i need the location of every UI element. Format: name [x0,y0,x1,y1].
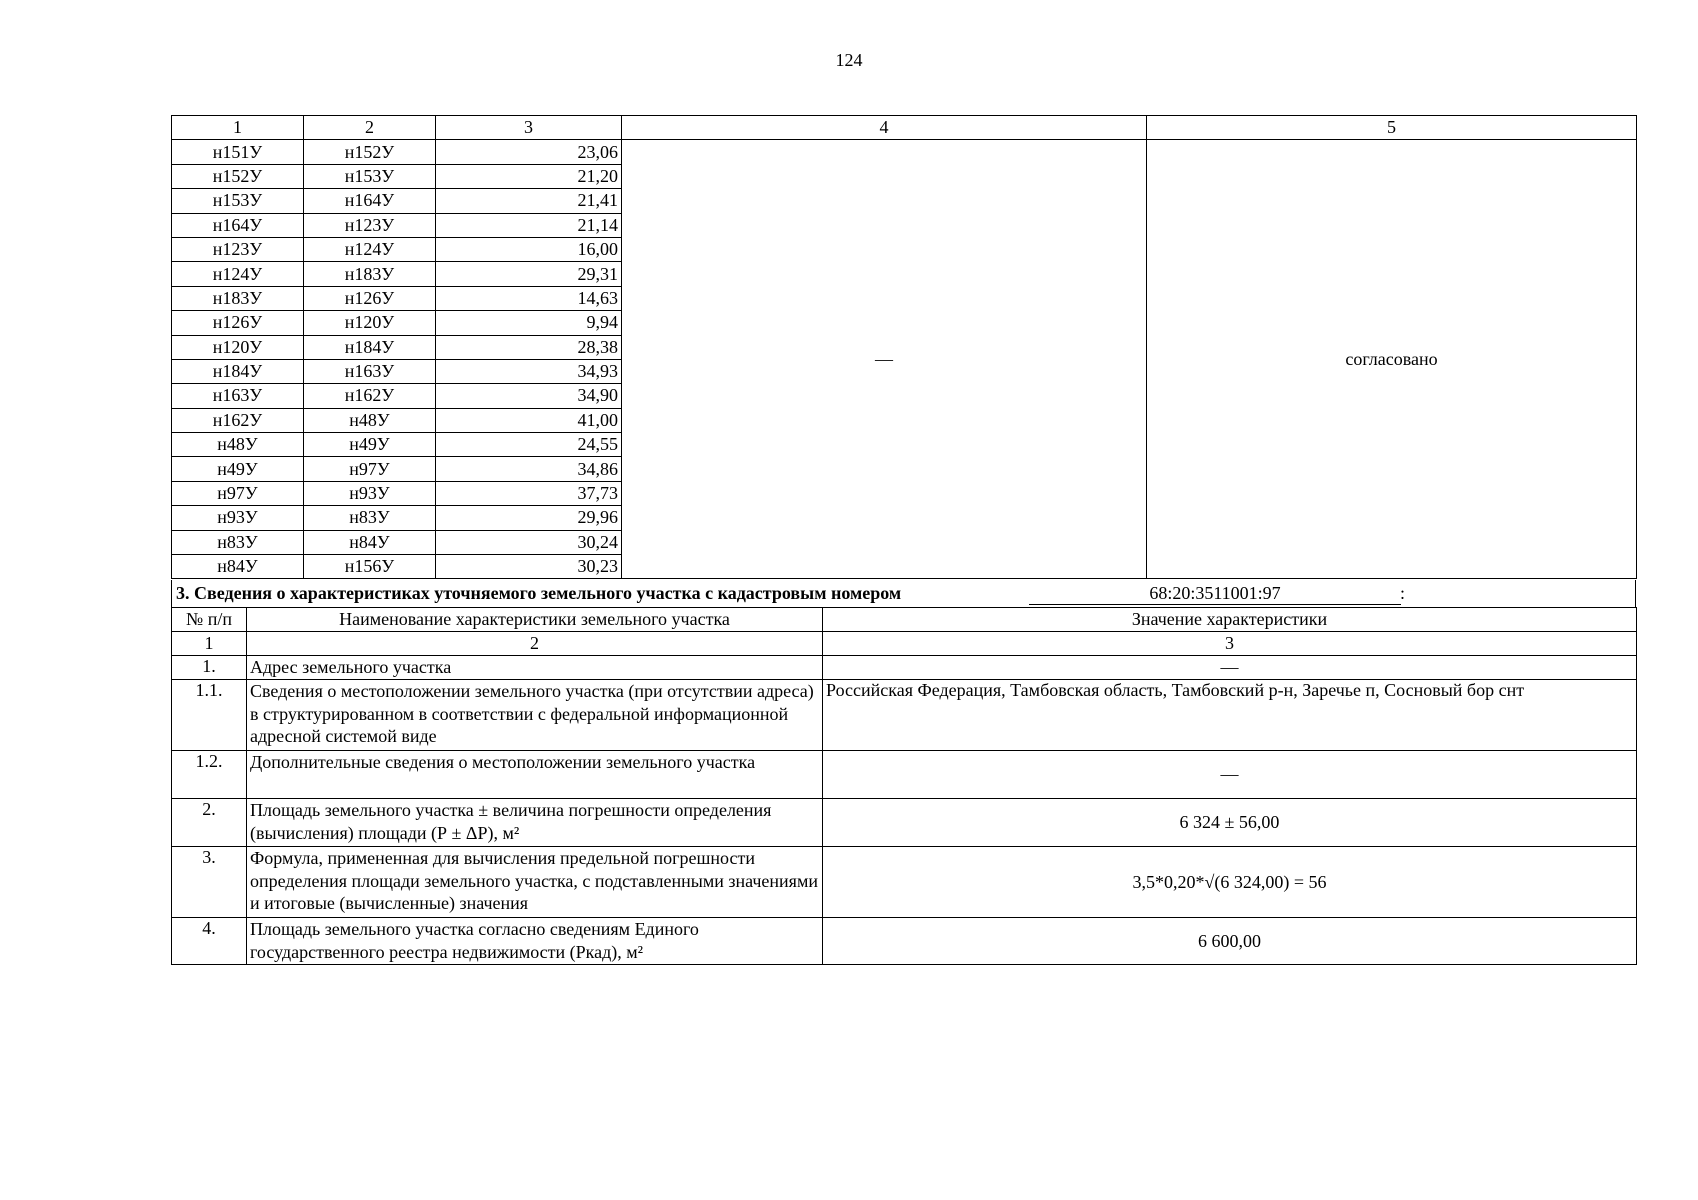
from-point-cell: н97У [172,481,304,505]
from-point-cell: н49У [172,457,304,481]
to-point-cell: н164У [304,189,436,213]
cadastral-number: 68:20:3511001:97 [1029,580,1401,605]
boundary-segments-table [171,115,1637,579]
distance-cell: 34,93 [436,359,622,383]
distance-cell: 34,86 [436,457,622,481]
from-point-cell: н163У [172,384,304,408]
distance-cell: 21,20 [436,164,622,188]
header-cell: 5 [1147,116,1637,140]
header-cell: № п/п [172,608,247,632]
to-point-cell: н124У [304,237,436,261]
column-4-merged-cell: — [622,140,1147,579]
table-row [172,751,1637,799]
to-point-cell: н126У [304,286,436,310]
table-row [172,656,1637,680]
from-point-cell: н153У [172,189,304,213]
to-point-cell: н49У [304,433,436,457]
to-point-cell: н97У [304,457,436,481]
from-point-cell: н84У [172,555,304,579]
distance-cell: 24,55 [436,433,622,457]
characteristic-name-cell: Дополнительные сведения о местоположении земельного участка [247,751,823,799]
characteristic-value-cell: — [823,751,1637,799]
header-row [172,116,1637,140]
from-point-cell: н162У [172,408,304,432]
column-number-cell: 3 [823,632,1637,656]
header-cell: 3 [436,116,622,140]
from-point-cell: н152У [172,164,304,188]
to-point-cell: н123У [304,213,436,237]
characteristic-value-cell: — [823,656,1637,680]
header-cell: 1 [172,116,304,140]
from-point-cell: н126У [172,311,304,335]
from-point-cell: н183У [172,286,304,310]
distance-cell: 41,00 [436,408,622,432]
to-point-cell: н156У [304,555,436,579]
from-point-cell: н120У [172,335,304,359]
column-number-row [172,632,1637,656]
row-number-cell: 3. [172,847,247,918]
distance-cell: 28,38 [436,335,622,359]
characteristic-name-cell: Площадь земельного участка согласно сведениям Единого государственного реестра недвижимости (Ркад), м² [247,918,823,965]
to-point-cell: н183У [304,262,436,286]
row-number-cell: 1.1. [172,680,247,751]
row-number-cell: 2. [172,799,247,847]
column-5-merged-cell: согласовано [1147,140,1637,579]
distance-cell: 34,90 [436,384,622,408]
colon: : [1400,583,1406,603]
from-point-cell: н93У [172,506,304,530]
to-point-cell: н152У [304,140,436,164]
distance-cell: 23,06 [436,140,622,164]
characteristic-value-cell: Российская Федерация, Тамбовская область, Тамбовский р-н, Заречье п, Сосновый бор снт [823,680,1637,751]
characteristic-name-cell: Сведения о местоположении земельного участка (при отсутствии адреса) в структурированном в соответствии с федеральной информационной адресной системой виде [247,680,823,751]
to-point-cell: н162У [304,384,436,408]
header-cell: Наименование характеристики земельного участка [247,608,823,632]
table-row [172,680,1637,751]
from-point-cell: н164У [172,213,304,237]
distance-cell: 14,63 [436,286,622,310]
to-point-cell: н84У [304,530,436,554]
from-point-cell: н83У [172,530,304,554]
section-title: 3. Сведения о характеристиках уточняемого земельного участка с кадастровым номером [176,583,902,603]
from-point-cell: н124У [172,262,304,286]
from-point-cell: н151У [172,140,304,164]
table-row [172,847,1637,918]
table-row [172,799,1637,847]
row-number-cell: 1.2. [172,751,247,799]
characteristic-value-cell: 3,5*0,20*√(6 324,00) = 56 [823,847,1637,918]
distance-cell: 29,96 [436,506,622,530]
characteristic-value-cell: 6 600,00 [823,918,1637,965]
characteristic-name-cell: Адрес земельного участка [247,656,823,680]
to-point-cell: н153У [304,164,436,188]
distance-cell: 30,23 [436,555,622,579]
characteristic-name-cell: Формула, примененная для вычисления предельной погрешности определения площади земельного участка, с подставленными значениями и итоговые (вычисленные) значения [247,847,823,918]
to-point-cell: н184У [304,335,436,359]
table-row [172,918,1637,965]
from-point-cell: н48У [172,433,304,457]
page-number: 124 [835,50,863,70]
distance-cell: 9,94 [436,311,622,335]
characteristic-value-cell: 6 324 ± 56,00 [823,799,1637,847]
header-cell: 2 [304,116,436,140]
column-number-cell: 1 [172,632,247,656]
to-point-cell: н48У [304,408,436,432]
header-cell: Значение характеристики [823,608,1637,632]
column-number-cell: 2 [247,632,823,656]
header-cell: 4 [622,116,1147,140]
table-row [172,140,1637,164]
section-3-title-bar [171,580,1636,607]
characteristics-table [171,607,1637,965]
to-point-cell: н83У [304,506,436,530]
distance-cell: 30,24 [436,530,622,554]
distance-cell: 21,14 [436,213,622,237]
header-row [172,608,1637,632]
from-point-cell: н123У [172,237,304,261]
distance-cell: 21,41 [436,189,622,213]
row-number-cell: 4. [172,918,247,965]
to-point-cell: н120У [304,311,436,335]
distance-cell: 37,73 [436,481,622,505]
to-point-cell: н93У [304,481,436,505]
from-point-cell: н184У [172,359,304,383]
distance-cell: 29,31 [436,262,622,286]
characteristic-name-cell: Площадь земельного участка ± величина погрешности определения (вычисления) площади (Р ± ΔР), м² [247,799,823,847]
row-number-cell: 1. [172,656,247,680]
distance-cell: 16,00 [436,237,622,261]
to-point-cell: н163У [304,359,436,383]
